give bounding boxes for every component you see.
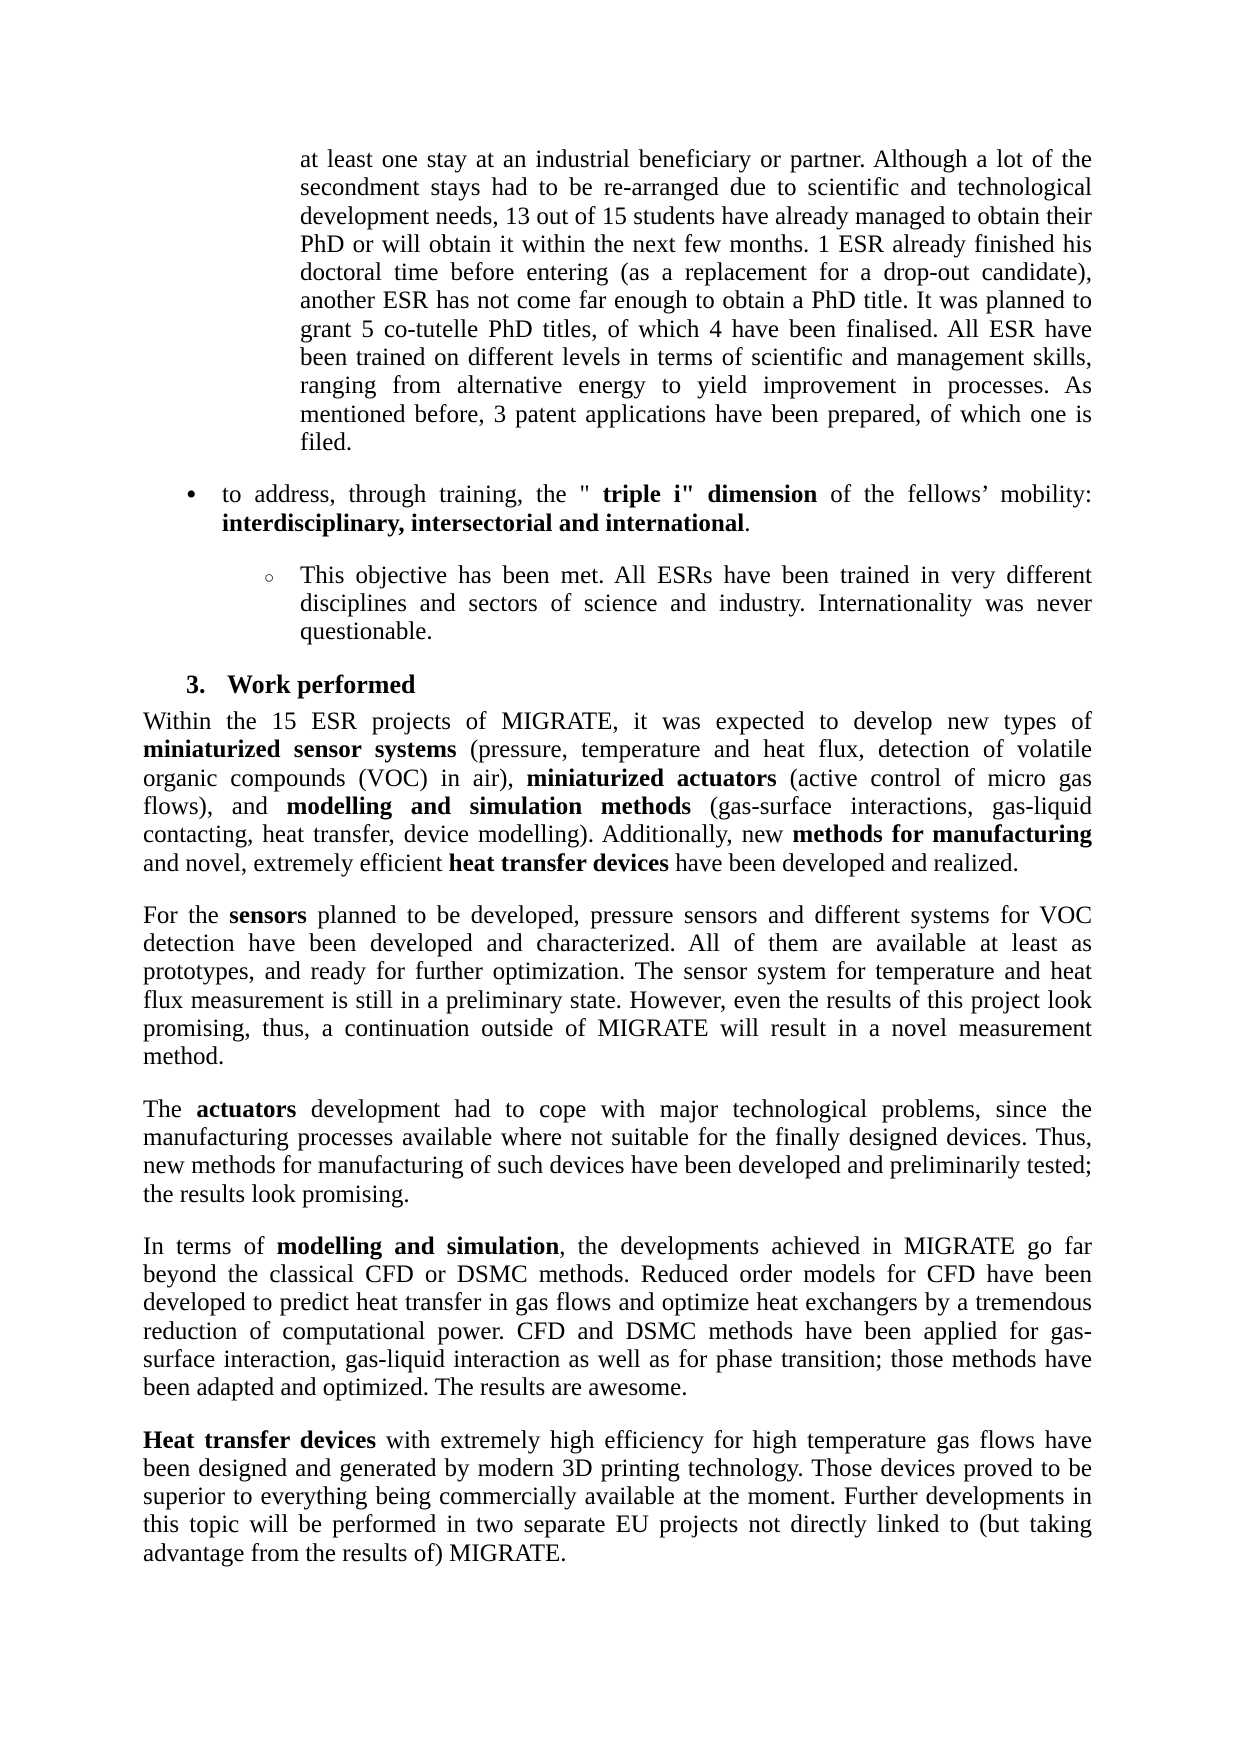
paragraph-segment: The <box>143 1095 197 1123</box>
bullet-item <box>186 478 1092 538</box>
paragraph-segment-bold: methods for manufacturing <box>792 821 1093 849</box>
paragraph-segment-bold: modelling and simulation <box>276 1232 560 1260</box>
body-paragraph <box>143 902 1092 1072</box>
paragraph-segment: In terms of <box>143 1232 277 1260</box>
paragraph-segment: (pressure, temperature and heat flux, detection of volatile organic compounds (VOC) in air), <box>143 736 1092 792</box>
body-paragraph <box>143 1096 1092 1209</box>
paragraph-segment: (active control of micro gas flows), and <box>143 764 1092 820</box>
section-number: 3. <box>186 669 206 699</box>
paragraph-text: This objective has been met. All ESRs have been trained in very different disciplines and sectors of science and industry. Internationality was never questionable. <box>300 561 1092 646</box>
paragraph-segment-bold: sensors <box>229 901 307 929</box>
paragraph-segment: For the <box>143 901 230 929</box>
circle-bullet-icon: ○ <box>264 567 275 587</box>
paragraph-segment: have been developed and realized. <box>668 849 1019 877</box>
paragraph-segment: development had to cope with major technological problems, since the manufacturing processes available where not suitable for the finally designed devices. Thus, new methods for manufacturing of such devices have been developed and preliminarily tested; the results look promising. <box>143 1095 1092 1208</box>
paragraph-segment: , the developments achieved in MIGRATE go far beyond the classical CFD or DSMC methods. Reduced order models for CFD have been developed to predict heat transfer in gas flows and optimize heat exchangers by a tremendous reduction of computational power. CFD and DSMC methods have been applied for gas-surface interaction, gas-liquid interaction as well as for phase transition; those methods have been adapted and optimized. The results are awesome. <box>143 1232 1092 1402</box>
paragraph-segment: planned to be developed, pressure sensors and different systems for VOC detection have been developed and characterized. All of them are available at least as prototypes, and ready for further optimization. The sensor system for temperature and heat flux measurement is still in a preliminary state. However, even the results of this project look promising, thus, a continuation outside of MIGRATE will result in a novel measurement method. <box>143 901 1092 1071</box>
body-paragraph <box>143 1427 1092 1568</box>
body-paragraph <box>143 708 1092 878</box>
page-content <box>143 146 1092 1592</box>
bullet-icon: • <box>186 478 197 512</box>
section-heading <box>186 671 1092 699</box>
bullet-text <box>222 481 1092 538</box>
paragraph-segment: (gas-surface interactions, gas-liquid contacting, heat transfer, device modelling). Additionally, new <box>143 792 1092 849</box>
sub-bullet-item <box>264 561 1092 647</box>
paragraph-segment-bold: Heat transfer devices <box>143 1426 377 1454</box>
paragraph-segment-bold: modelling and simulation methods <box>286 792 692 820</box>
bullet-segment: of the fellows’ mobility: <box>817 481 1092 509</box>
bullet-segment-bold: interdisciplinary, intersectorial and international <box>222 509 745 537</box>
bullet-segment-bold: triple i" dimension <box>602 481 818 509</box>
paragraph-segment: with extremely high efficiency for high temperature gas flows have been designed and generated by modern 3D printing technology. Those devices proved to be superior to everything being commercially available at the moment. Further developments in this topic will be performed in two separate EU projects not directly linked to (but taking advantage from the results of) MIGRATE. <box>143 1426 1093 1567</box>
paragraph-segment-bold: miniaturized actuators <box>526 764 777 792</box>
sub-bullet-text <box>300 562 1092 647</box>
bullet-segment: . <box>744 509 751 537</box>
paragraph-text: at least one stay at an industrial beneficiary or partner. Although a lot of the secondment stays had to be re-arranged due to scientific and technological development needs, 13 out of 15 students have already managed to obtain their PhD or will obtain it within the next few months. 1 ESR already finished his doctoral time before entering (as a replacement for a drop-out candidate), another ESR has not come far enough to obtain a PhD title. It was planned to grant 5 co-tutelle PhD titles, of which 4 have been finalised. All ESR have been trained on different levels in terms of scientific and management skills, ranging from alternative energy to yield improvement in processes. As mentioned before, 3 patent applications have been prepared, of which one is filed. <box>300 146 1092 456</box>
paragraph-segment-bold: heat transfer devices <box>448 849 669 877</box>
paragraph-segment-bold: miniaturized sensor systems <box>143 736 457 764</box>
paragraph-segment: Within the 15 ESR projects of MIGRATE, it was expected to develop new types of <box>143 708 1092 736</box>
body-paragraph <box>143 1233 1092 1403</box>
paragraph-segment-bold: actuators <box>196 1095 297 1123</box>
section-title: Work performed <box>227 669 416 699</box>
paragraph-segment: and novel, extremely efficient <box>143 849 449 877</box>
continued-paragraph <box>300 146 1092 457</box>
bullet-segment: to address, through training, the " <box>222 481 603 509</box>
